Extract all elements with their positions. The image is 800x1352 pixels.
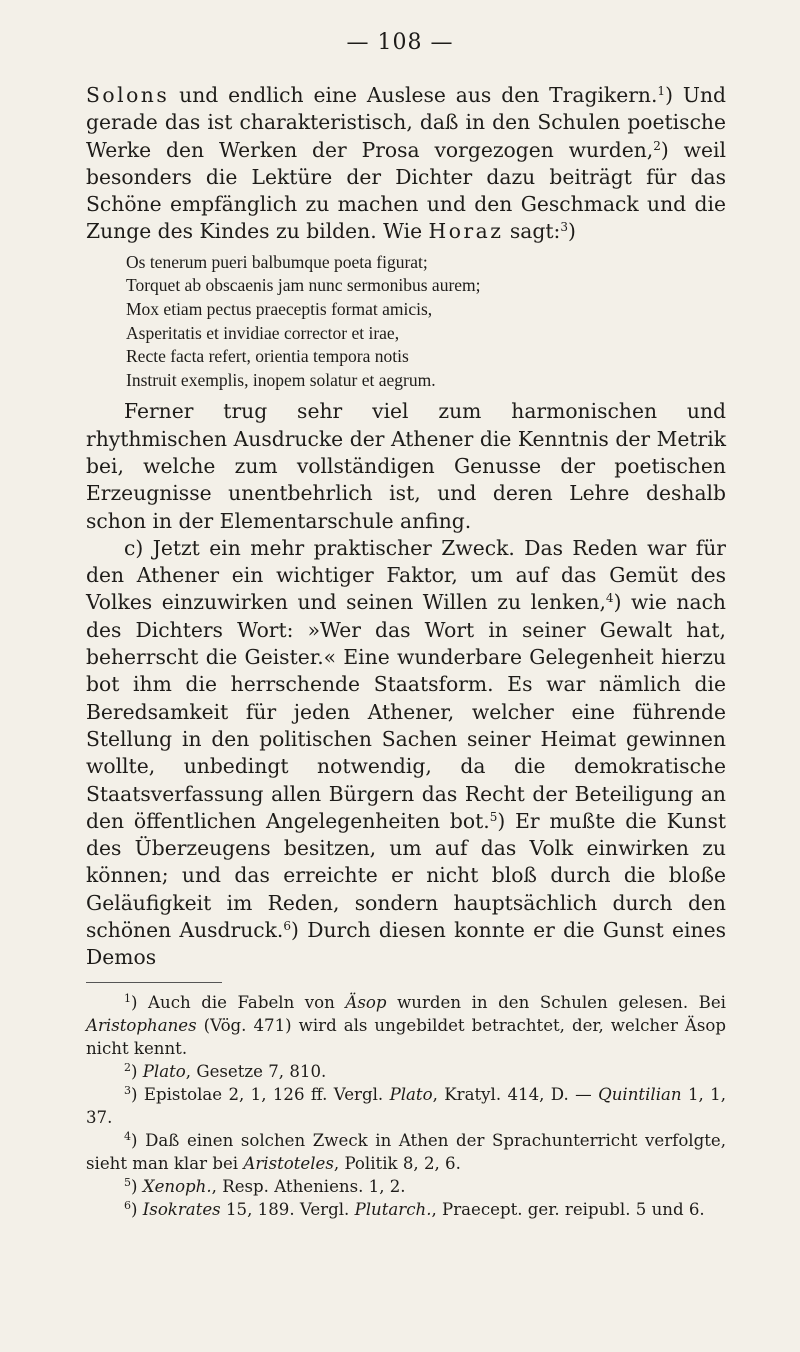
footnote-5: $^5$) Xenoph., Resp. Atheniens. 1, 2.: [124, 1175, 406, 1196]
main-text: [86, 82, 726, 1221]
paragraph-3: c) Jetzt ein mehr praktischer Zweck. Das Reden war für den Athener ein wichtiger Faktor, um auf das Gemüt des Volkes einzuwirken und seinen Willen zu lenken,$^4$) wie nach des Dichters Wort: »Wer das Wort in seiner Gewalt hat, beherrscht die Geister.« Eine wunderbare Gelegenheit hierzu bot ihm die herrschende Staatsform. Es war nämlich die Beredsamkeit für jeden Athener, welcher eine führende Stellung in den politischen Sachen seiner Heimat gewinnen wollte, unbedingt notwendig, da die demokratische Staatsverfassung allen Bürgern das Recht der Beteiligung an den öffentlichen Angelegenheiten bot.$^5$) Er mußte die Kunst des Überzeugens besitzen, um auf das Volk einwirken zu können; und das erreichte er nicht bloß durch die bloße Geläufigkeit im Reden, sondern hauptsächlich durch den schönen Ausdruck.$^6$) Durch diesen konnte er die Gunst eines Demos: [86, 535, 726, 970]
name-solons: Solons: [86, 83, 170, 107]
poem-line: Instruit exemplis, inopem solatur et aegrum.: [126, 369, 436, 390]
footnote-ref-6: 6: [283, 918, 292, 933]
poem-line: Mox etiam pectus praeceptis format amicis,: [126, 298, 433, 319]
footnote-ref-2: 2: [653, 138, 661, 153]
footnote-ref-3: 3: [560, 220, 568, 235]
poem-line: Torquet ab obscaenis jam nunc sermonibus aurem;: [126, 275, 481, 296]
footnote-ref-1: 1: [657, 84, 666, 98]
paragraph-1: Solons und endlich eine Auslese aus den Tragikern.$^1$) Und gerade das ist charakteristisch, daß in den Schulen poetische Werke den Werken der Prosa vorgezogen wurden,$^2$) weil besonders die Lektüre der Dichter dazu beiträgt für das Schöne empfänglich zu machen und den Geschmack und die Zunge des Kindes zu bilden. Wie Horaz sagt:$^3$): [86, 83, 726, 244]
poem-line: Os tenerum pueri balbumque poeta figurat;: [126, 251, 428, 272]
poem-line: Asperitatis et invidiae corrector et irae,: [126, 322, 400, 343]
poem-line: Recte facta refert, orientia tempora notis: [126, 346, 409, 367]
footnotes: [86, 991, 726, 1221]
footnote-divider: [86, 982, 222, 983]
name-horaz: Horaz: [428, 219, 504, 244]
page-number: — 108 —: [346, 30, 454, 55]
footnote-3: $^3$) Epistolae 2, 1, 126 ff. Vergl. Plato, Kratyl. 414, D. — Quintilian 1, 1, 37.: [86, 1083, 727, 1127]
footnote-ref-4: 4: [605, 591, 614, 606]
paragraph-2: Ferner trug sehr viel zum harmonischen und rhythmischen Ausdrucke der Athener die Kenntnis der Metrik bei, welche zum vollständigen Genusse der poetischen Erzeugnisse unentbehrlich ist, und deren Lehre deshalb schon in der Elementarschule anfing.: [86, 399, 726, 533]
latin-quotation: [126, 251, 726, 393]
footnote-1: $^1$) Auch die Fabeln von Äsop wurden in den Schulen gelesen. Bei Aristophanes (Vög. 471) wird als ungebildet betrachtet, der, welcher Äsop nicht kennt.: [86, 991, 726, 1058]
footnote-4: $^4$) Daß einen solchen Zweck in Athen der Sprachunterricht verfolgte, sieht man klar bei Aristoteles, Politik 8, 2, 6.: [86, 1129, 726, 1173]
footnote-6: $^6$) Isokrates 15, 189. Vergl. Plutarch., Praecept. ger. reipubl. 5 und 6.: [124, 1198, 705, 1219]
footnote-2: $^2$) Plato, Gesetze 7, 810.: [124, 1060, 327, 1081]
footnote-ref-5: 5: [489, 809, 498, 824]
